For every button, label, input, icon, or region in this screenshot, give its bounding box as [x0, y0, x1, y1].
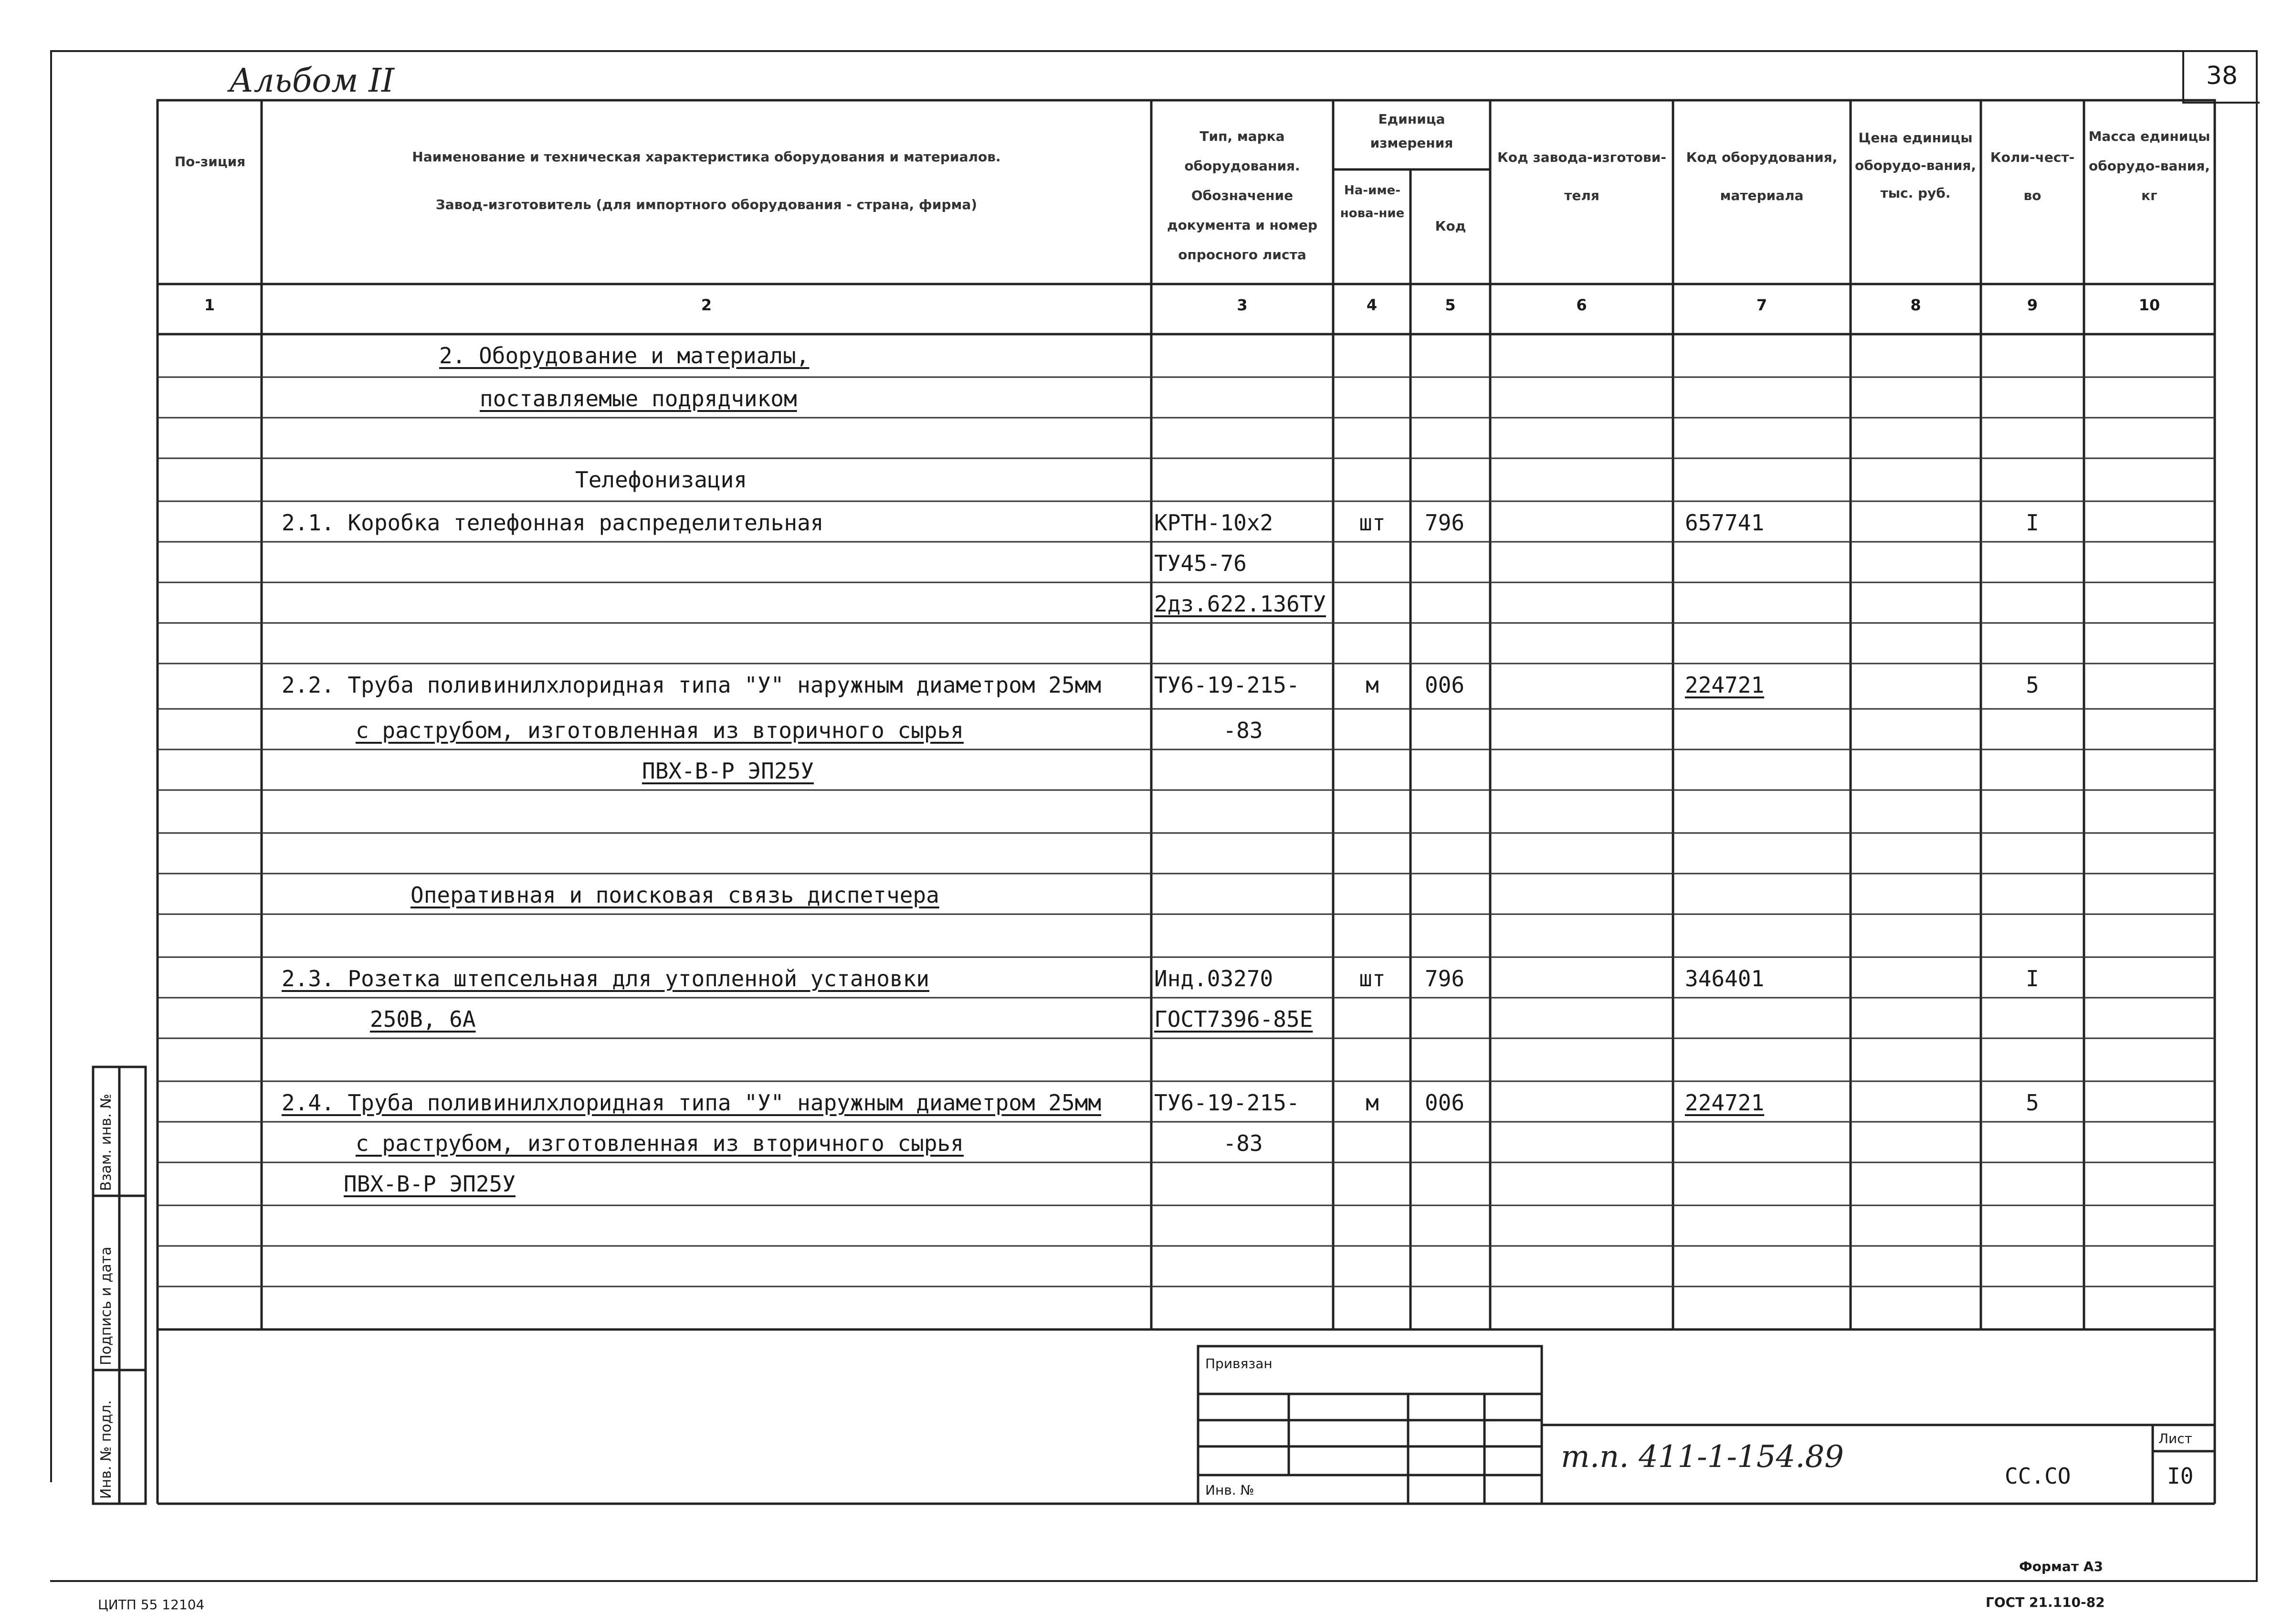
column-number-5: 5	[1445, 296, 1456, 314]
footer-registration: ЦИТП 55 12104	[98, 1597, 205, 1613]
row-unit-code: 796	[1425, 510, 1465, 536]
header-plant-code: Код завода-изготови-теля	[1497, 149, 1666, 203]
footer-gost: ГОСТ 21.110-82	[1986, 1594, 2105, 1610]
column-number-3: 3	[1237, 296, 1248, 314]
stamp-inv-no: Инв. №	[1205, 1482, 1254, 1498]
row-quantity: 5	[2026, 672, 2039, 698]
row-name: 250В, 6А	[370, 1006, 476, 1032]
row-equipment-code: 657741	[1685, 510, 1765, 536]
header-name-line2: Завод-изготовитель (для импортного оборудования - страна, фирма)	[435, 197, 978, 212]
row-name: 2.1. Коробка телефонная распределительная	[282, 510, 824, 536]
title-block-lines	[158, 1329, 2215, 1504]
header-type: Тип, марка оборудования. Обозначение документа и номер опросного листа	[1167, 128, 1318, 263]
header-unit-code: Код	[1435, 218, 1466, 234]
footer-format: Формат А3	[2019, 1559, 2103, 1574]
header-position: По-зиция	[174, 154, 246, 169]
column-number-10: 10	[2138, 296, 2160, 314]
row-name: 2. Оборудование и материалы,	[439, 343, 810, 369]
row-type: ТУ6-19-215-	[1154, 1090, 1300, 1116]
row-unit-code: 006	[1425, 1090, 1465, 1116]
row-type: ТУ6-19-215-	[1154, 672, 1300, 698]
sheet-number: 38	[2206, 62, 2238, 90]
header-equipment-code: Код оборудования, материала	[1686, 149, 1838, 203]
stamp-sheet-value: I0	[2167, 1463, 2194, 1489]
row-unit-code: 006	[1425, 672, 1465, 698]
row-quantity: I	[2026, 510, 2039, 536]
row-name: с раструбом, изготовленная из вторичного сырья	[356, 717, 964, 743]
album-label: Альбом II	[229, 62, 394, 100]
row-type: -83	[1223, 1130, 1263, 1156]
side-label-signature-date: Подпись и дата	[98, 1246, 115, 1365]
stamp-document-code: СС.СО	[2005, 1463, 2071, 1489]
header-unit-name: На-име-нова-ние	[1340, 183, 1405, 221]
column-number-9: 9	[2027, 296, 2038, 314]
row-name: 2.2. Труба поливинилхлоридная типа "У" наружным диаметром 25мм	[282, 672, 1102, 698]
side-label-replaced-inv: Взам. инв. №	[98, 1094, 115, 1191]
stamp-project-number: т.п. 411-1-154.89	[1561, 1439, 1844, 1475]
header-mass: Масса единицы оборудо-вания, кг	[2088, 128, 2210, 203]
row-unit: м	[1366, 672, 1379, 698]
header-unit: Единица измерения	[1370, 111, 1453, 151]
row-name: ПВХ-В-Р ЭП25У	[344, 1171, 516, 1197]
column-number-8: 8	[1910, 296, 1921, 314]
row-type: ГОСТ7396-85Е	[1154, 1006, 1313, 1032]
row-equipment-code: 224721	[1685, 672, 1765, 698]
row-type: Инд.03270	[1154, 966, 1273, 991]
side-label-inv-original: Инв. № подл.	[98, 1400, 115, 1499]
column-number-1: 1	[204, 296, 215, 314]
column-number-6: 6	[1576, 296, 1587, 314]
row-quantity: 5	[2026, 1090, 2039, 1116]
row-unit: шт	[1359, 966, 1386, 991]
row-type: -83	[1223, 717, 1263, 743]
row-unit: шт	[1359, 510, 1386, 536]
header-price: Цена единицы оборудо-вания, тыс. руб.	[1855, 130, 1976, 201]
row-type: КРТН-10х2	[1154, 510, 1273, 536]
column-number-7: 7	[1756, 296, 1767, 314]
row-name: Оперативная и поисковая связь диспетчера	[410, 882, 939, 908]
row-name: 2.4. Труба поливинилхлоридная типа "У" наружным диаметром 25мм	[282, 1090, 1102, 1116]
stamp-privyazan: Привязан	[1205, 1356, 1273, 1371]
row-quantity: I	[2026, 966, 2039, 991]
row-name: с раструбом, изготовленная из вторичного сырья	[356, 1130, 964, 1156]
row-unit: м	[1366, 1090, 1379, 1116]
row-type: ТУ45-76	[1154, 550, 1247, 576]
row-name: поставляемые подрядчиком	[480, 386, 797, 411]
header-quantity: Коли-чест-во	[1990, 149, 2075, 203]
column-number-4: 4	[1366, 296, 1378, 314]
row-equipment-code: 346401	[1685, 966, 1765, 991]
row-name: ПВХ-В-Р ЭП25У	[642, 758, 814, 784]
row-name: Телефонизация	[575, 467, 747, 493]
row-name: 2.3. Розетка штепсельная для утопленной установки	[282, 966, 930, 991]
header-name-line1: Наименование и техническая характеристика оборудования и материалов.	[412, 149, 1001, 165]
column-number-2: 2	[701, 296, 712, 314]
stamp-sheet-label: Лист	[2158, 1431, 2192, 1446]
row-type: 2дз.622.136ТУ	[1154, 591, 1326, 617]
row-unit-code: 796	[1425, 966, 1465, 991]
row-equipment-code: 224721	[1685, 1090, 1765, 1116]
